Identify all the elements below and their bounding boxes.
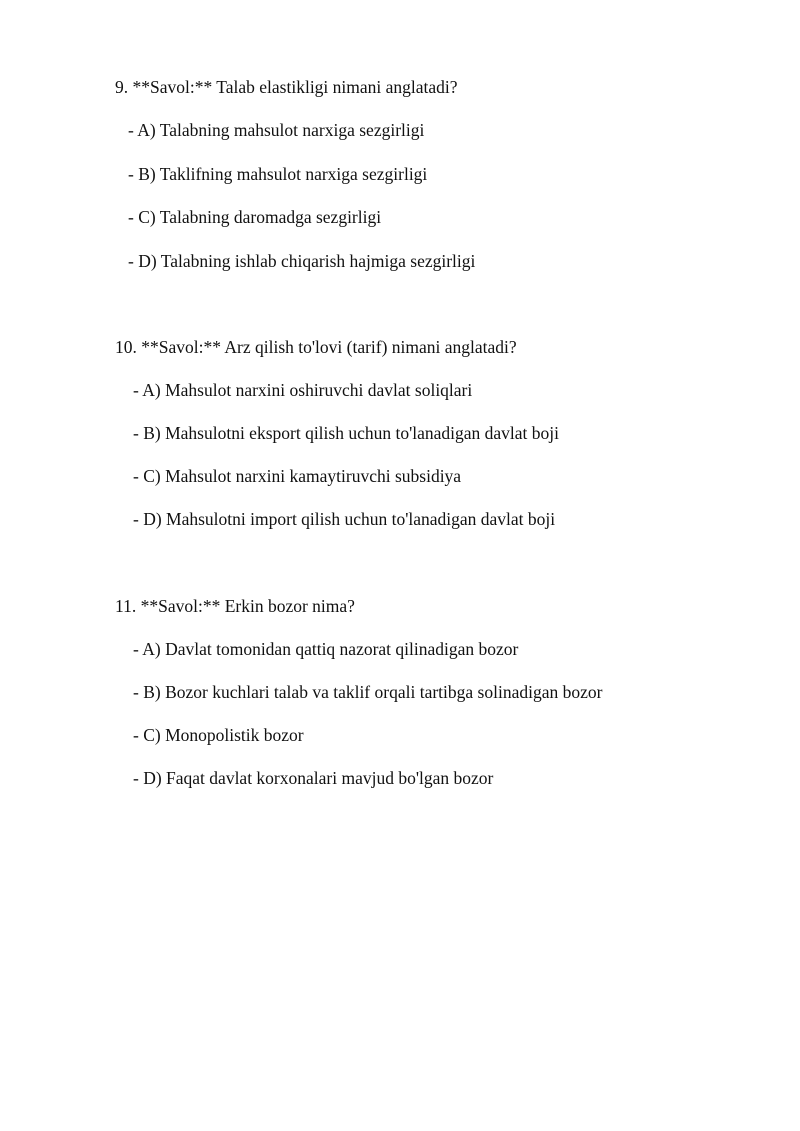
question-10-option-a: - A) Mahsulot narxini oshiruvchi davlat soliqlari (133, 380, 473, 400)
question-11-option-a: - A) Davlat tomonidan qattiq nazorat qilinadigan bozor (133, 639, 519, 659)
question-9-option-a: - A) Talabning mahsulot narxiga sezgirligi (128, 120, 425, 140)
question-9-option-d: - D) Talabning ishlab chiqarish hajmiga sezgirligi (128, 251, 476, 271)
question-11-option-b: - B) Bozor kuchlari talab va taklif orqali tartibga solinadigan bozor (133, 682, 603, 702)
question-10-option-c: - C) Mahsulot narxini kamaytiruvchi subsidiya (133, 466, 462, 486)
question-9-option-c: - C) Talabning daromadga sezgirligi (128, 207, 382, 227)
question-11-prompt: 11. **Savol:** Erkin bozor nima? (115, 596, 355, 616)
question-10-prompt: 10. **Savol:** Arz qilish to'lovi (tarif) nimani anglatadi? (115, 337, 517, 357)
question-9-prompt: 9. **Savol:** Talab elastikligi nimani anglatadi? (115, 77, 458, 97)
question-10-option-d: - D) Mahsulotni import qilish uchun to'lanadigan davlat boji (133, 509, 556, 529)
question-9-option-b: - B) Taklifning mahsulot narxiga sezgirligi (128, 164, 428, 184)
question-10-option-b: - B) Mahsulotni eksport qilish uchun to'lanadigan davlat boji (133, 423, 560, 443)
question-11-option-c: - C) Monopolistik bozor (133, 725, 304, 745)
question-11-option-d: - D) Faqat davlat korxonalari mavjud bo'lgan bozor (133, 768, 494, 788)
